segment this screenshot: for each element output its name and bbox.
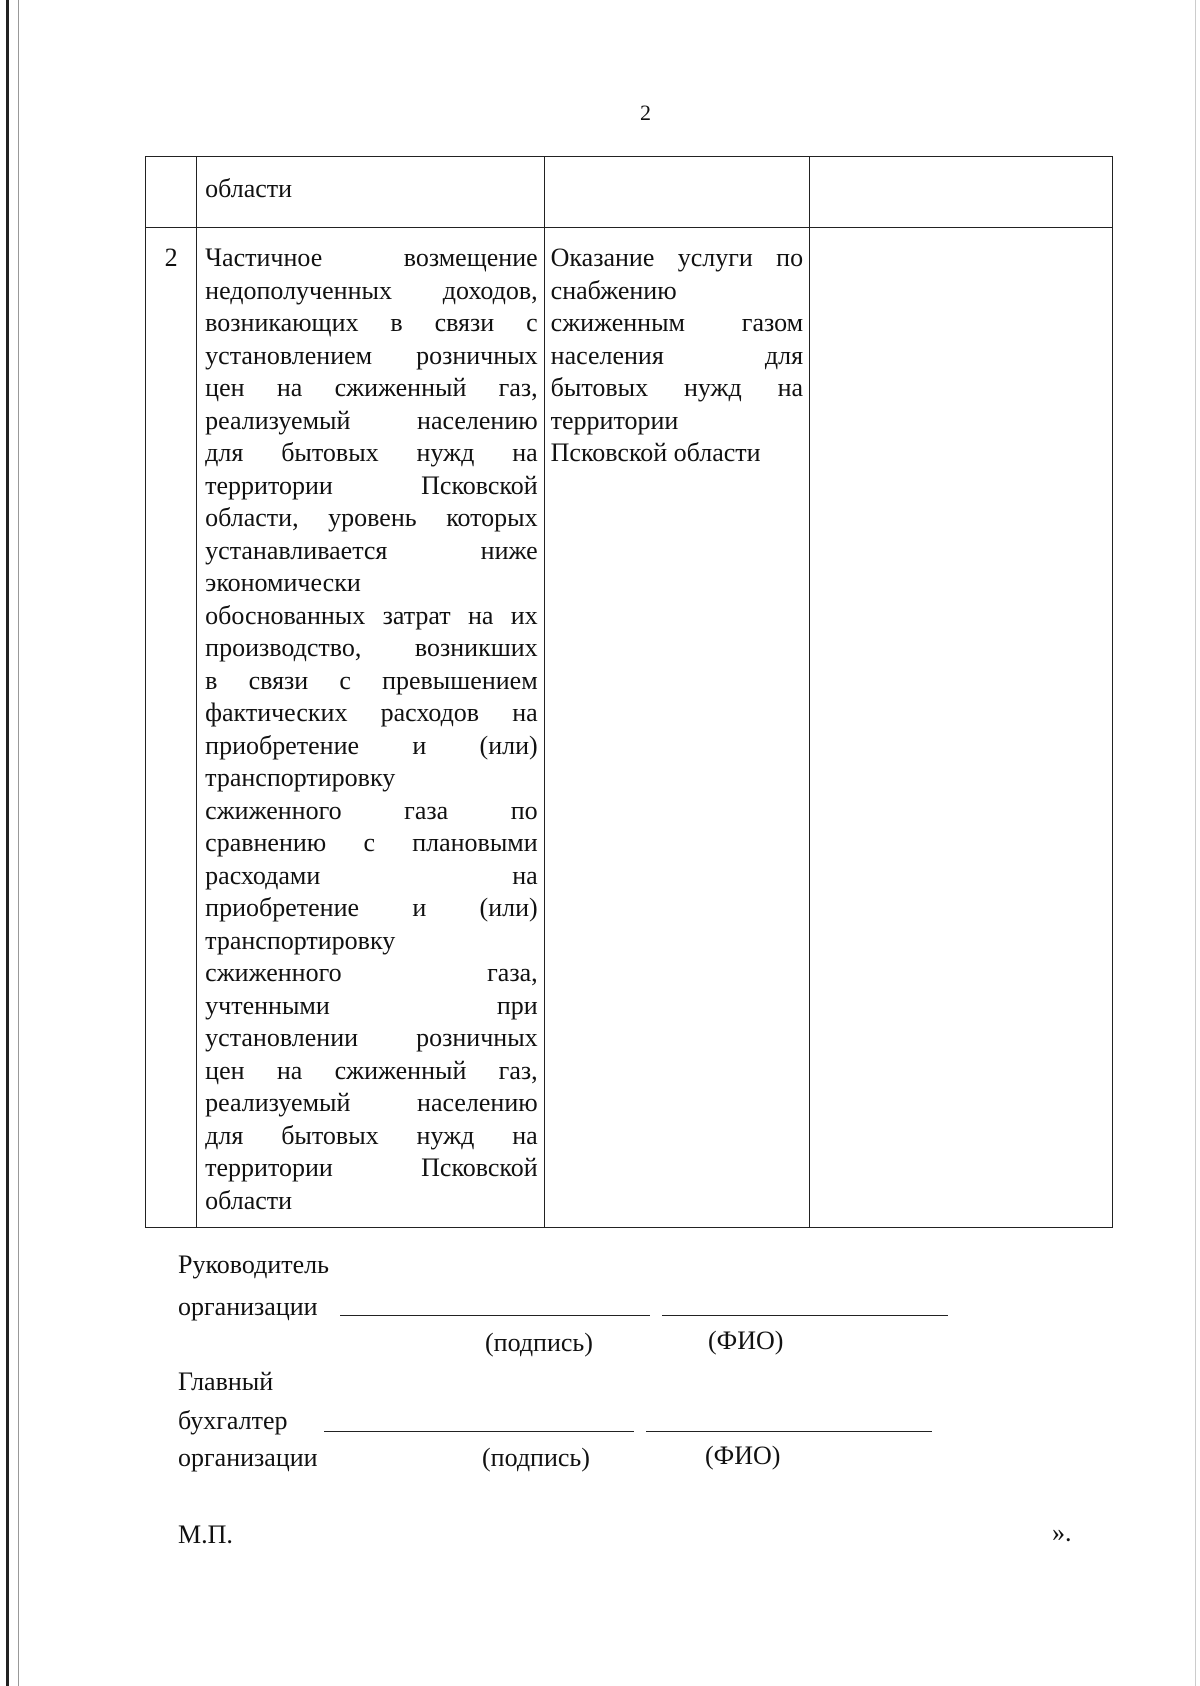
text-line: сжиженного газа, xyxy=(205,958,538,987)
text-line: транспортировку xyxy=(205,763,396,792)
accountant-fio-line[interactable] xyxy=(646,1431,932,1432)
row-number: 2 xyxy=(164,243,178,272)
subsidy-name-text xyxy=(205,242,538,1217)
accountant-label-line3: организации xyxy=(178,1443,318,1472)
text-line: расходами на xyxy=(205,860,538,890)
table-row xyxy=(146,157,1113,228)
text-line: территории Псковской xyxy=(205,470,538,500)
text-line: приобретение и (или) xyxy=(205,730,538,760)
text-line: экономически xyxy=(205,568,361,597)
accountant-fio-caption: (ФИО) xyxy=(705,1441,781,1470)
text-line: в связи с превышением xyxy=(205,665,538,695)
head-signature-line[interactable] xyxy=(340,1315,650,1316)
stamp-place-label: М.П. xyxy=(178,1520,233,1549)
closing-quote: ». xyxy=(1052,1518,1072,1547)
text-line: установлением розничных xyxy=(205,340,538,370)
purpose-cell xyxy=(544,228,809,1228)
text-line: снабжению xyxy=(550,275,677,305)
text-line: территории xyxy=(550,405,679,435)
head-signature-caption: (подпись) xyxy=(485,1328,593,1357)
scan-edge-right xyxy=(1195,0,1196,1686)
subsidy-name-continuation: области xyxy=(205,174,293,203)
purpose-text xyxy=(551,242,803,470)
text-line: недополученных доходов, xyxy=(205,275,538,305)
scan-edge-left-inner xyxy=(18,0,19,1686)
text-line: устанавливается ниже xyxy=(205,535,538,565)
scan-edge-left xyxy=(6,0,9,1686)
text-line: сжиженным газом xyxy=(550,308,804,337)
head-label-line1: Руководитель xyxy=(178,1250,329,1279)
accountant-label-line2: бухгалтер xyxy=(178,1406,288,1435)
accountant-label-line1: Главный xyxy=(178,1367,274,1396)
head-label-line2: организации xyxy=(178,1292,318,1321)
text-line: сравнению с плановыми xyxy=(205,828,538,857)
text-line: цен на сжиженный газ, xyxy=(205,373,538,402)
text-line: территории Псковской xyxy=(205,1153,538,1182)
extra-cell xyxy=(810,157,1113,228)
text-line: бытовых нужд на xyxy=(550,373,804,402)
page-number: 2 xyxy=(640,100,651,125)
row-number-cell xyxy=(146,157,197,228)
head-fio-line[interactable] xyxy=(662,1315,948,1316)
text-line: установлении розничных xyxy=(205,1023,538,1052)
text-line: сжиженного газа по xyxy=(205,795,538,825)
text-line: области, уровень которых xyxy=(205,503,538,532)
extra-cell xyxy=(810,228,1113,1228)
text-line: реализуемый населению xyxy=(205,1088,538,1117)
subsidy-table xyxy=(145,156,1113,1228)
text-line: населения для xyxy=(550,340,804,370)
text-line: для бытовых нужд на xyxy=(205,1120,538,1150)
text-line: обоснованных затрат на их xyxy=(205,600,538,630)
text-line: учтенными при xyxy=(205,990,538,1020)
text-line: транспортировку xyxy=(205,925,396,955)
subsidy-name-cell xyxy=(197,228,545,1228)
text-line: производство, возникших xyxy=(205,633,538,662)
text-line: Оказание услуги по xyxy=(550,243,804,272)
accountant-signature-caption: (подпись) xyxy=(482,1443,590,1472)
text-line: Частичное возмещение xyxy=(205,243,538,272)
text-line: Псковской области xyxy=(550,438,761,467)
text-line: возникающих в связи с xyxy=(205,308,538,337)
head-fio-caption: (ФИО) xyxy=(708,1326,784,1355)
text-line: приобретение и (или) xyxy=(205,893,538,922)
text-line: области xyxy=(205,1185,293,1215)
text-line: цен на сжиженный газ, xyxy=(205,1055,538,1085)
table-row xyxy=(146,228,1113,1228)
accountant-signature-line[interactable] xyxy=(324,1431,634,1432)
text-line: фактических расходов на xyxy=(205,698,538,727)
text-line: реализуемый населению xyxy=(205,405,538,435)
text-line: для бытовых нужд на xyxy=(205,438,538,467)
purpose-cell xyxy=(544,157,809,228)
row-number-cell xyxy=(146,228,197,1228)
subsidy-name-cell xyxy=(197,157,545,228)
